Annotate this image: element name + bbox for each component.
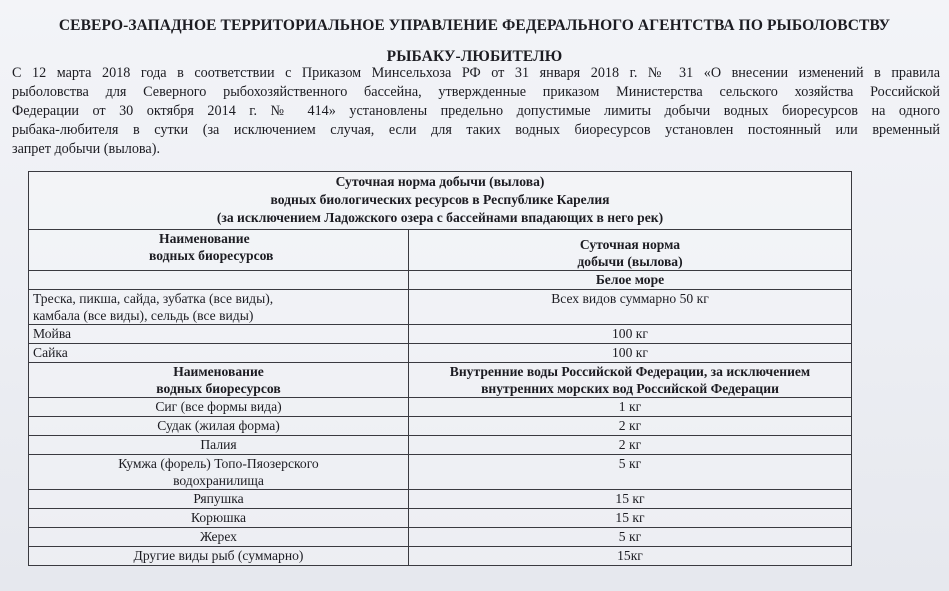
header-line: добычи (вылова) [577,254,683,269]
species-cell: Мойва [29,325,409,344]
norm-cell: 15 кг [409,490,852,509]
norm-cell: 100 кг [409,344,852,363]
species-cell: Жерех [29,528,409,547]
table-row [29,436,852,455]
table-caption-row [29,172,852,230]
caption-line: (за исключением Ладожского озера с бассейнами впадающих в него рек) [216,210,664,225]
intro-line-5: запрет добычи (вылова). [12,141,160,157]
species-cell [29,290,409,325]
header-line: Внутренние воды Российской Федерации, за исключением [449,364,811,379]
species-cell: Сайка [29,344,409,363]
header-line: Наименование [173,364,264,379]
norm-cell: 15 кг [409,509,852,528]
table-row [29,528,852,547]
column-header-name [29,230,409,271]
species-cell: Палия [29,436,409,455]
section-row [29,271,852,290]
catch-norms-table [28,171,852,566]
norm-cell: 15кг [409,547,852,566]
header-line: водных биоресурсов [149,248,274,263]
table-row [29,509,852,528]
table-caption [29,172,852,230]
intro-line-4: рыбака-любителя в сутки (за исключением случая, если для таких водных биоресурсов установлен постоянный или временный [12,122,940,138]
norm-cell: 2 кг [409,417,852,436]
header-line: водных биоресурсов [156,381,281,396]
intro-line-3: Федерации от 30 октября 2014 г. № 414» установлены предельно допустимые лимиты добычи водных биоресурсов на одного [12,103,940,119]
norm-cell: Всех видов суммарно 50 кг [409,290,852,325]
table-row [29,455,852,490]
table-header-row [29,363,852,398]
column-header-name [29,363,409,398]
intro-line-1: С 12 марта 2018 года в соответствии с Приказом Минсельхоза РФ от 31 января 2018 г. № 31 «О внесении изменений в правила [12,65,940,81]
species-line: водохранилища [173,473,264,488]
species-cell: Другие виды рыб (суммарно) [29,547,409,566]
norm-cell: 1 кг [409,398,852,417]
species-cell: Сиг (все формы вида) [29,398,409,417]
species-line: Треска, пикша, сайда, зубатка (все виды), [33,291,274,306]
intro-line-2: рыболовства для Северного рыбохозяйственного бассейна, утвержденные приказом Министерства сельского хозяйства Российской [12,84,940,100]
table-header-row [29,230,852,271]
caption-line: Суточная норма добычи (вылова) [335,174,545,189]
agency-title: СЕВЕРО-ЗАПАДНОЕ ТЕРРИТОРИАЛЬНОЕ УПРАВЛЕНИЕ ФЕДЕРАЛЬНОГО АГЕНТСТВА ПО РЫБОЛОВСТВУ [58,17,891,34]
caption-line: водных биологических ресурсов в Республике Карелия [270,192,610,207]
table-row [29,290,852,325]
table-row [29,417,852,436]
species-cell [29,455,409,490]
audience-title: РЫБАКУ-ЛЮБИТЕЛЮ [386,48,563,65]
section-empty-cell [29,271,409,290]
table-row [29,490,852,509]
norm-cell: 100 кг [409,325,852,344]
norm-cell: 5 кг [409,528,852,547]
species-cell: Корюшка [29,509,409,528]
norm-cell: 5 кг [409,455,852,490]
table-row [29,398,852,417]
header-line: Наименование [159,231,250,246]
species-cell: Ряпушка [29,490,409,509]
column-header-inland-waters [409,363,852,398]
table-row [29,547,852,566]
table-row [29,325,852,344]
species-line: Кумжа (форель) Топо-Пяозерского [118,456,319,471]
column-header-norm [409,230,852,271]
header-line: Суточная норма [579,237,681,252]
species-cell: Судак (жилая форма) [29,417,409,436]
norm-cell: 2 кг [409,436,852,455]
section-white-sea: Белое море [409,271,852,290]
header-line: внутренних морских вод Российской Федерации [481,381,779,396]
table-row [29,344,852,363]
species-line: камбала (все виды), сельдь (все виды) [33,308,254,323]
